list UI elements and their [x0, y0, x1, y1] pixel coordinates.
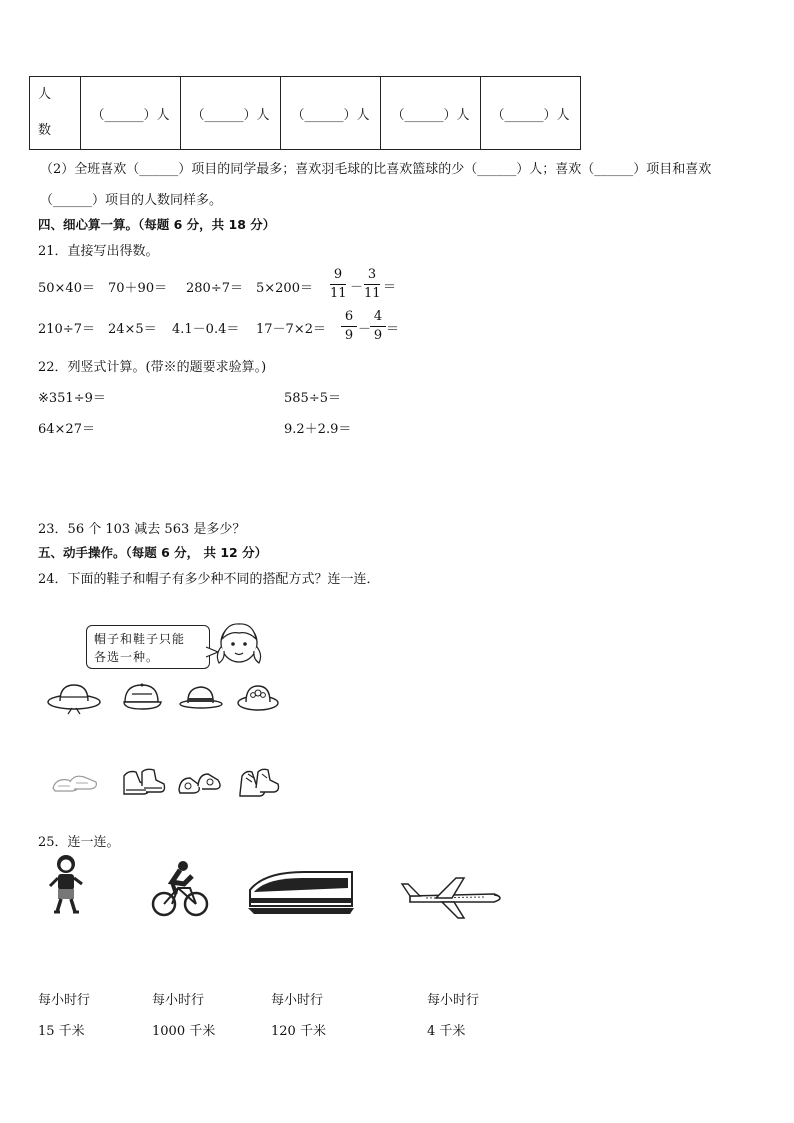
section-4-title: 四、细心算一算。（每题 6 分，共 18 分） [38, 217, 276, 232]
fraction-denominator: 11 [330, 286, 347, 301]
speed-value: 4 千米 [427, 1024, 466, 1039]
fraction-denominator: 9 [373, 328, 383, 343]
q21-expr: 280÷7＝ [186, 281, 243, 296]
fraction-denominator: 9 [344, 328, 354, 343]
equals-sign: ＝ [386, 322, 400, 337]
fedora-hat-icon [178, 682, 224, 712]
fraction-numerator: 4 [373, 309, 383, 324]
speed-label: 每小时行 [152, 993, 205, 1008]
speed-value: 120 千米 [271, 1024, 326, 1039]
airplane-icon [396, 876, 508, 922]
boots-icon [118, 766, 168, 800]
q21-expr: 17－7×2＝ [256, 322, 326, 337]
sneakers-icon [176, 768, 226, 798]
speed-label: 每小时行 [271, 993, 324, 1008]
minus-sign: － [358, 322, 372, 337]
speed-label: 每小时行 [38, 993, 91, 1008]
cyclist-icon [150, 858, 210, 920]
fraction-numerator: 6 [344, 309, 354, 324]
fraction-3-11 [364, 267, 380, 302]
fraction-6-9 [341, 309, 357, 344]
fraction-denominator: 11 [364, 286, 381, 301]
q22-item: ※351÷9＝ [38, 391, 106, 406]
q21-expr: 4.1－0.4＝ [172, 322, 240, 337]
speech-bubble-text [94, 630, 185, 666]
q20-2-line1: （2）全班喜欢（______）项目的同学最多；喜欢羽毛球的比喜欢篮球的少（______）人；喜欢（______）项目和喜欢 [40, 162, 712, 177]
high-speed-train-icon [244, 864, 360, 920]
q21-expr: 50×40＝ [38, 281, 95, 296]
table-cell: （______）人 [281, 77, 381, 150]
wide-brim-hat-icon [46, 680, 102, 716]
q21-expr: 24×5＝ [108, 322, 157, 337]
table-cell: （______）人 [381, 77, 481, 150]
table-cell: （______）人 [81, 77, 181, 150]
q22-item: 9.2＋2.9＝ [284, 422, 352, 437]
q23-title: 23．56 个 103 减去 563 是多少？ [38, 522, 246, 537]
table-cell: （______）人 [481, 77, 581, 150]
bubble-line-1: 帽子和鞋子只能 [94, 632, 186, 646]
minus-sign: － [350, 280, 364, 295]
fraction-numerator: 9 [333, 267, 343, 282]
table-header-bottom: 数 [38, 123, 52, 138]
q22-title: 22．列竖式计算。(带※的题要求验算。) [38, 360, 267, 375]
section-5-title: 五、动手操作。（每题 6 分， 共 12 分） [38, 545, 268, 560]
table-header-top: 人 [38, 87, 52, 102]
speed-value: 1000 千米 [152, 1024, 216, 1039]
walking-girl-icon [44, 852, 88, 916]
q22-item: 64×27＝ [38, 422, 95, 437]
q20-2-line2: （______）项目的人数同样多。 [40, 193, 223, 208]
equals-sign: ＝ [383, 280, 397, 295]
flower-hat-icon [236, 680, 280, 714]
fraction-numerator: 3 [367, 267, 377, 282]
table-cell: （______）人 [181, 77, 281, 150]
girl-face-icon [212, 617, 262, 673]
bubble-line-2: 各选一种。 [94, 650, 160, 664]
table-header-cell [30, 77, 81, 150]
speed-label: 每小时行 [427, 993, 480, 1008]
q21-expr: 5×200＝ [256, 281, 313, 296]
q25-title: 25．连一连。 [38, 835, 120, 850]
q24-title: 24．下面的鞋子和帽子有多少种不同的搭配方式？连一连． [38, 572, 380, 587]
high-top-shoes-icon [236, 766, 282, 800]
fraction-9-11 [330, 267, 346, 302]
q21-title: 21．直接写出得数。 [38, 244, 159, 259]
q22-item: 585÷5＝ [284, 391, 341, 406]
speed-value: 15 千米 [38, 1024, 85, 1039]
fraction-4-9 [370, 309, 386, 344]
light-shoes-icon [50, 770, 100, 798]
count-table [29, 76, 581, 150]
q21-expr: 210÷7＝ [38, 322, 95, 337]
q21-expr: 70＋90＝ [108, 281, 168, 296]
cap-icon [120, 680, 164, 714]
